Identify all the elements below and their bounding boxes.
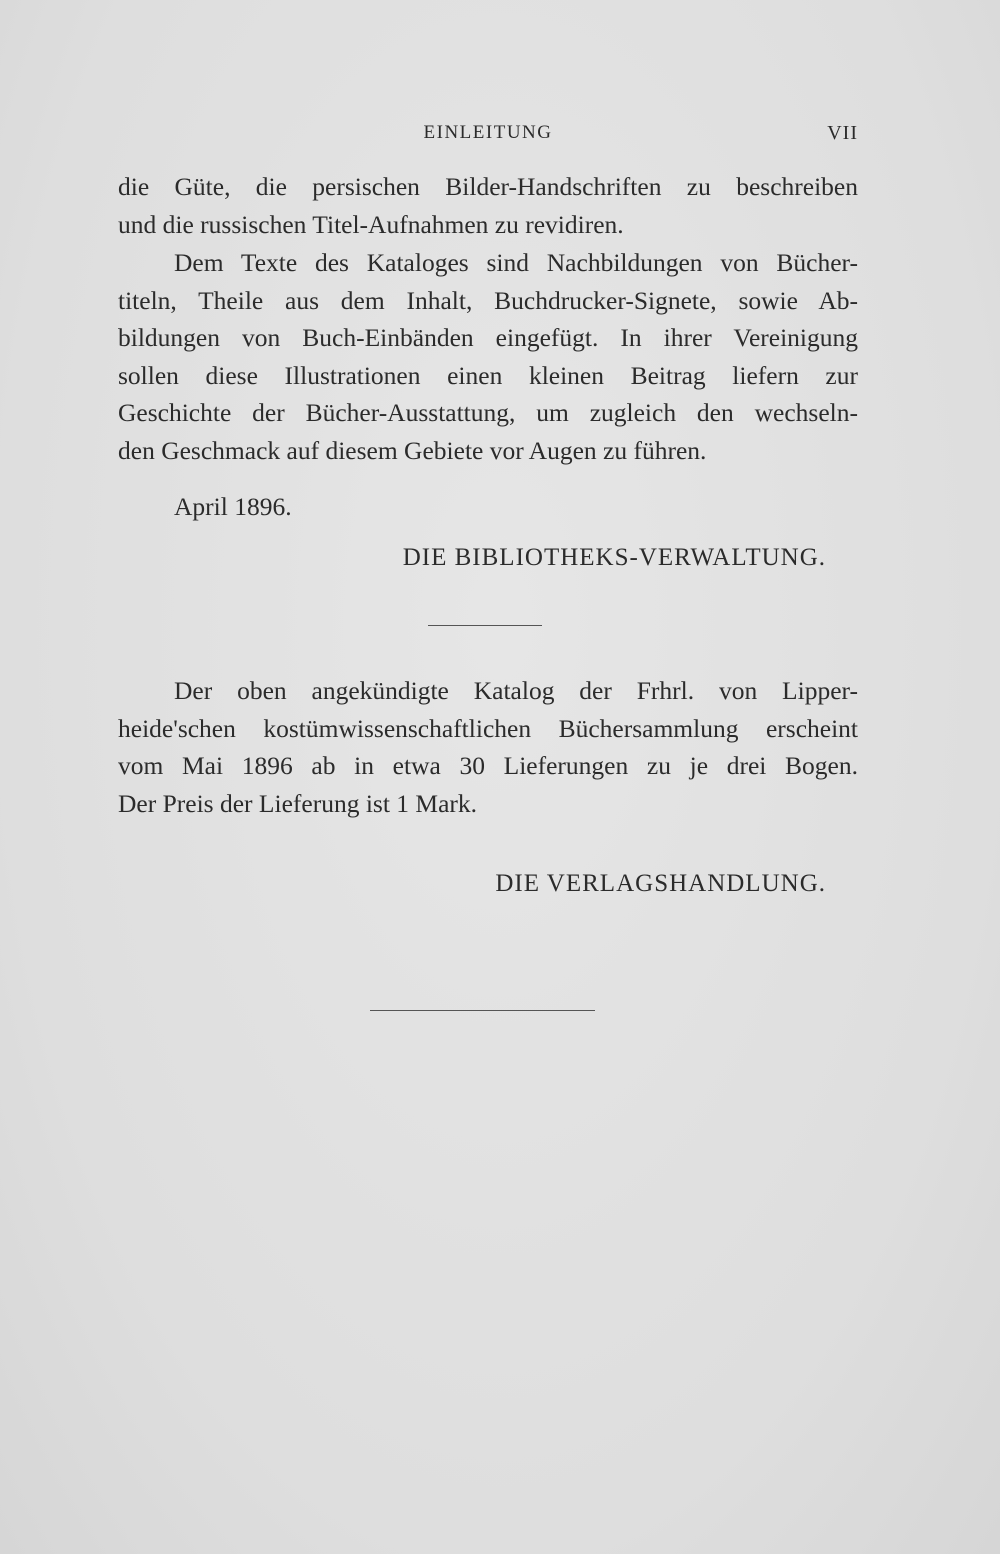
signature-verlag: DIE VERLAGSHANDLUNG. [495, 870, 826, 897]
text-line: vom Mai 1896 ab in etwa 30 Lieferungen zu je drei Bogen. [118, 751, 858, 780]
text-line: Der oben angekündigte Katalog der Frhrl. von Lipper- [174, 676, 858, 705]
text-line: bildungen von Buch-Einbänden eingefügt. In ihrer Vereinigung [118, 323, 858, 352]
date-line: April 1896. [174, 492, 292, 521]
text-line: Der Preis der Lieferung ist 1 Mark. [118, 788, 478, 818]
signature-bibliothek: DIE BIBLIOTHEKS-VERWALTUNG. [402, 544, 826, 571]
text-line: Geschichte der Bücher-Ausstattung, um zugleich den wechseln- [118, 398, 858, 427]
text-line: sollen diese Illustrationen einen kleinen Beitrag liefern zur [118, 360, 858, 390]
text-line: Dem Texte des Kataloges sind Nachbildungen von Bücher- [174, 248, 858, 277]
divider-rule [428, 625, 542, 626]
running-header [118, 122, 858, 152]
text-line: die Güte, die persischen Bilder-Handschriften zu beschreiben [118, 172, 858, 201]
paragraph-illustrations [118, 244, 858, 469]
paragraph-notice [118, 672, 858, 822]
text-line: heide'schen kostümwissenschaftlichen Büchersammlung erscheint [118, 713, 858, 743]
text-line: und die russischen Titel-Aufnahmen zu revidiren. [118, 209, 624, 239]
page-number: VII [827, 122, 858, 144]
text-line: titeln, Theile aus dem Inhalt, Buchdrucker-Signete, sowie Ab- [118, 285, 858, 315]
paragraph-continuation [118, 168, 858, 243]
text-line: den Geschmack auf diesem Gebiete vor Augen zu führen. [118, 435, 707, 465]
running-title: EINLEITUNG [423, 122, 553, 143]
end-rule [370, 1010, 595, 1011]
